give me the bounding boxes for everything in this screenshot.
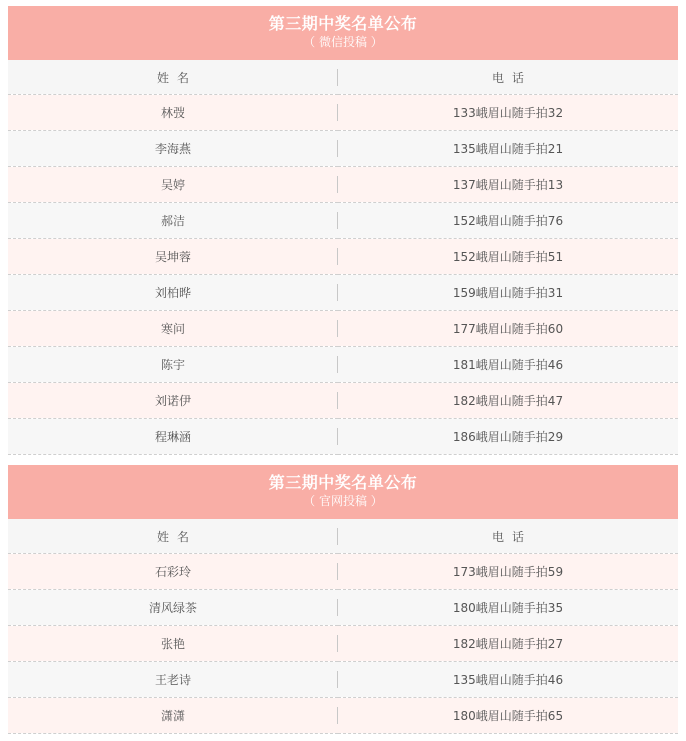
winner-name: 程琳涵 — [8, 419, 338, 455]
winner-name: 寒问 — [8, 311, 338, 347]
winner-phone: 186峨眉山随手拍29 — [338, 419, 678, 455]
winner-name: 李海燕 — [8, 131, 338, 167]
panel-header — [8, 6, 678, 60]
winner-phone: 135峨眉山随手拍21 — [338, 131, 678, 167]
winner-phone: 182峨眉山随手拍27 — [338, 626, 678, 662]
winner-name: 刘诺伊 — [8, 383, 338, 419]
winner-phone: 152峨眉山随手拍76 — [338, 203, 678, 239]
winner-phone: 152峨眉山随手拍51 — [338, 239, 678, 275]
panel-title: 第三期中奖名单公布 — [268, 473, 418, 492]
winner-phone: 177峨眉山随手拍60 — [338, 311, 678, 347]
table-row — [8, 554, 678, 590]
table-row — [8, 203, 678, 239]
column-header-phone: 电话 — [338, 60, 678, 95]
table-row — [8, 662, 678, 698]
table-header-row — [8, 60, 678, 95]
panel-header — [8, 465, 678, 519]
table-row — [8, 95, 678, 131]
winner-name: 清风绿茶 — [8, 590, 338, 626]
column-header-name: 姓名 — [8, 519, 338, 554]
winner-phone: 180峨眉山随手拍35 — [338, 590, 678, 626]
winners-table — [8, 519, 678, 734]
table-row — [8, 167, 678, 203]
winner-phone: 181峨眉山随手拍46 — [338, 347, 678, 383]
table-row — [8, 239, 678, 275]
winners-panel-wechat — [8, 6, 678, 455]
winner-name: 吴婷 — [8, 167, 338, 203]
table-row — [8, 698, 678, 734]
panel-subtitle: （ 微信投稿 ） — [303, 35, 383, 49]
winner-name: 张艳 — [8, 626, 338, 662]
winner-name: 陈宇 — [8, 347, 338, 383]
winners-table — [8, 60, 678, 455]
winner-phone: 180峨眉山随手拍65 — [338, 698, 678, 734]
winner-name: 王老诗 — [8, 662, 338, 698]
table-row — [8, 131, 678, 167]
winner-phone: 159峨眉山随手拍31 — [338, 275, 678, 311]
winner-name: 郝洁 — [8, 203, 338, 239]
table-row — [8, 419, 678, 455]
winner-name: 刘柏晔 — [8, 275, 338, 311]
winner-phone: 133峨眉山随手拍32 — [338, 95, 678, 131]
table-header-row — [8, 519, 678, 554]
winner-phone: 173峨眉山随手拍59 — [338, 554, 678, 590]
winner-name: 潇潇 — [8, 698, 338, 734]
table-row — [8, 590, 678, 626]
table-row — [8, 311, 678, 347]
table-row — [8, 275, 678, 311]
winners-panel-website — [8, 465, 678, 734]
winner-phone: 137峨眉山随手拍13 — [338, 167, 678, 203]
column-header-phone: 电话 — [338, 519, 678, 554]
panel-title: 第三期中奖名单公布 — [268, 14, 418, 33]
table-row — [8, 347, 678, 383]
winner-name: 林弢 — [8, 95, 338, 131]
table-row — [8, 626, 678, 662]
table-row — [8, 383, 678, 419]
winner-name: 吴坤蓉 — [8, 239, 338, 275]
winner-name: 石彩玲 — [8, 554, 338, 590]
winner-phone: 135峨眉山随手拍46 — [338, 662, 678, 698]
winner-phone: 182峨眉山随手拍47 — [338, 383, 678, 419]
column-header-name: 姓名 — [8, 60, 338, 95]
panel-subtitle: （ 官网投稿 ） — [303, 494, 383, 508]
